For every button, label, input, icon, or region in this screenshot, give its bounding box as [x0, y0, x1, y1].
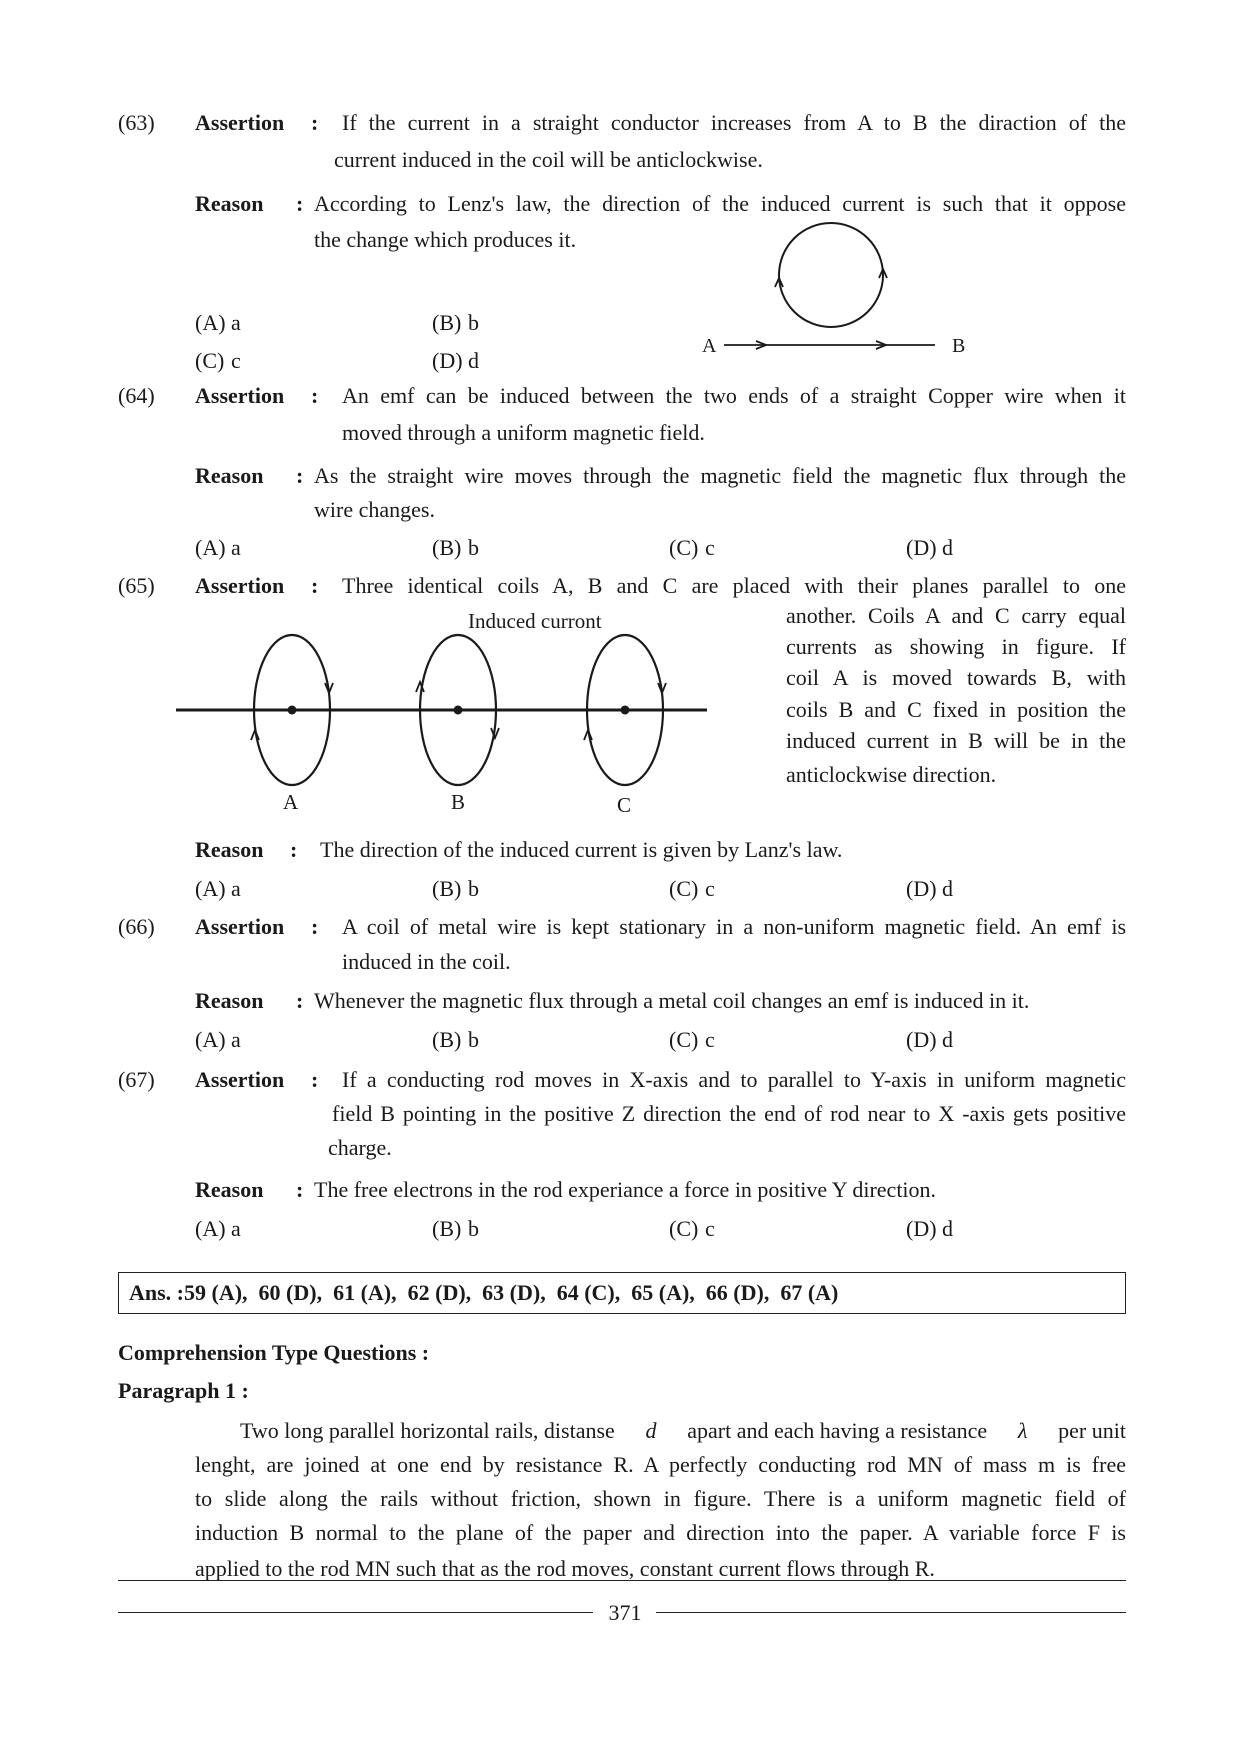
footer-rule-right: [656, 1612, 1126, 1613]
reason-label: Reason: [195, 463, 264, 488]
option-d: (D) d: [906, 1027, 953, 1052]
option-c: (C) c: [669, 876, 715, 901]
assertion-text: If the current in a straight conductor increases from A to B the diraction of the: [342, 110, 1126, 135]
option-b: (B) b: [432, 876, 479, 901]
option-c: (C) c: [195, 348, 241, 373]
coil-label-b: B: [451, 790, 466, 814]
three-coils-figure: [170, 600, 730, 820]
colon: :: [311, 1067, 319, 1092]
colon: :: [311, 914, 319, 939]
assertion-label: Assertion: [195, 573, 285, 598]
option-d: (D) d: [906, 1216, 953, 1241]
page-number: 371: [608, 1600, 642, 1625]
reason-text: According to Lenz's law, the direction of the induced current is such that it oppose: [314, 191, 1126, 216]
reason-label: Reason: [195, 191, 264, 216]
assertion-text: An emf can be induced between the two ends of a straight Copper wire when it: [342, 383, 1126, 408]
assertion-text: another. Coils A and C carry equal: [786, 603, 1126, 628]
coil-label-a: A: [283, 790, 299, 814]
assertion-label: Assertion: [195, 383, 285, 408]
assertion-text: Three identical coils A, B and C are placed with their planes parallel to one: [342, 573, 1126, 598]
colon: :: [290, 837, 298, 862]
option-a: (A) a: [195, 876, 241, 901]
paragraph-text: Two long parallel horizontal rails, distanse: [240, 1418, 615, 1443]
paragraph-line: to slide along the rails without friction, shown in figure. There is a uniform magnetic field of: [195, 1486, 1126, 1511]
paragraph-text: apart and each having a resistance: [687, 1418, 988, 1443]
paragraph-line: [240, 1418, 1126, 1444]
option-c: (C) c: [669, 535, 715, 560]
reason-label: Reason: [195, 837, 264, 862]
coil-center-dot: [454, 706, 463, 715]
paragraph-line: applied to the rod MN such that as the rod moves, constant current flows through R.: [195, 1556, 935, 1581]
option-d: (D) d: [906, 535, 953, 560]
option-a: (A) a: [195, 535, 241, 560]
coil-conductor-figure: [690, 215, 970, 365]
option-b: (B) b: [432, 310, 479, 335]
section-heading: Comprehension Type Questions :: [118, 1340, 430, 1365]
reason-text: As the straight wire moves through the magnetic field the magnetic flux through the: [314, 463, 1126, 488]
paragraph-line: induction B normal to the plane of the paper and direction into the paper. A variable force F is: [195, 1520, 1126, 1545]
coil-label-c: C: [617, 793, 632, 817]
option-b: (B) b: [432, 535, 479, 560]
option-c: (C) c: [669, 1216, 715, 1241]
colon: :: [296, 191, 304, 216]
point-a-label: A: [702, 335, 717, 357]
colon: :: [296, 1177, 304, 1202]
footer-rule-left: [118, 1612, 593, 1613]
paragraph-line: lenght, are joined at one end by resistance R. A perfectly conducting rod MN of mass m is free: [195, 1452, 1126, 1477]
paragraph-label: Paragraph 1 :: [118, 1378, 249, 1403]
option-a: (A) a: [195, 310, 241, 335]
assertion-label: Assertion: [195, 1067, 285, 1092]
option-b: (B) b: [432, 1027, 479, 1052]
question-number: (67): [118, 1067, 155, 1092]
assertion-label: Assertion: [195, 914, 285, 939]
colon: :: [311, 383, 319, 408]
option-a: (A) a: [195, 1216, 241, 1241]
assertion-text: induced current in B will be in the: [786, 728, 1126, 753]
assertion-label: Assertion: [195, 110, 285, 135]
colon: :: [296, 463, 304, 488]
assertion-text: moved through a uniform magnetic field.: [342, 420, 705, 445]
assertion-text: induced in the coil.: [342, 949, 511, 974]
option-b: (B) b: [432, 1216, 479, 1241]
reason-label: Reason: [195, 988, 264, 1013]
option-d: (D) d: [432, 348, 479, 373]
coil-center-dot: [288, 706, 297, 715]
assertion-text: A coil of metal wire is kept stationary in a non-uniform magnetic field. An emf is: [342, 914, 1126, 939]
assertion-text: coil A is moved towards B, with: [786, 665, 1126, 690]
footer-rule: [118, 1580, 1126, 1581]
question-number: (65): [118, 573, 155, 598]
colon: :: [296, 988, 304, 1013]
reason-text: wire changes.: [314, 497, 435, 522]
coil-circle: [779, 223, 883, 327]
reason-text: Whenever the magnetic flux through a metal coil changes an emf is induced in it.: [314, 988, 1030, 1013]
option-d: (D) d: [906, 876, 953, 901]
variable-d: d: [645, 1418, 657, 1443]
colon: :: [311, 573, 319, 598]
assertion-text: coils B and C fixed in position the: [786, 697, 1126, 722]
question-number: (64): [118, 383, 155, 408]
reason-label: Reason: [195, 1177, 264, 1202]
assertion-text: charge.: [328, 1135, 392, 1160]
reason-text: The free electrons in the rod experiance a force in positive Y direction.: [314, 1177, 937, 1202]
option-c: (C) c: [669, 1027, 715, 1052]
assertion-text: current induced in the coil will be anticlockwise.: [334, 147, 763, 172]
point-b-label: B: [952, 335, 966, 357]
coil-center-dot: [621, 706, 630, 715]
option-a: (A) a: [195, 1027, 241, 1052]
answer-key: Ans. :59 (A), 60 (D), 61 (A), 62 (D), 63 (D), 64 (C), 65 (A), 66 (D), 67 (A): [129, 1280, 839, 1305]
figure-caption: Induced curront: [468, 609, 602, 633]
assertion-text: currents as showing in figure. If: [786, 634, 1126, 659]
question-number: (63): [118, 110, 155, 135]
question-number: (66): [118, 914, 155, 939]
colon: :: [311, 110, 319, 135]
reason-text: the change which produces it.: [314, 227, 577, 252]
paragraph-text: per unit: [1058, 1418, 1126, 1443]
lambda-symbol: λ: [1017, 1418, 1028, 1443]
reason-text: The direction of the induced current is given by Lanz's law.: [320, 837, 843, 862]
assertion-text: field B pointing in the positive Z direction the end of rod near to X -axis gets positive: [332, 1101, 1126, 1126]
assertion-text: anticlockwise direction.: [786, 762, 997, 787]
assertion-text: If a conducting rod moves in X-axis and to parallel to Y-axis in uniform magnetic: [342, 1067, 1126, 1092]
